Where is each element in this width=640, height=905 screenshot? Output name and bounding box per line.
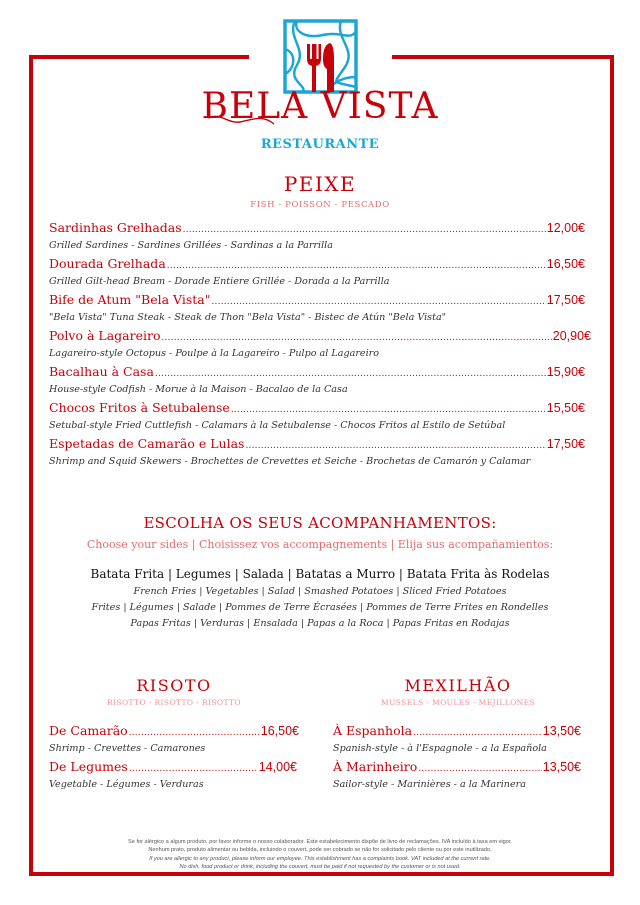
- footer-pt-line1: Se for alérgico a algum produto, por favor informe o nosso colaborador. Este estabelecimento dispõe de livro de reclamações. IVA incluído à taxa em vigor.: [128, 839, 512, 845]
- fish-section-subtitle: FISH - POISSON - PESCADO: [250, 200, 390, 210]
- fork-knife-icon: [283, 19, 358, 94]
- item-name: Espetadas de Camarão e Lulas: [49, 436, 245, 451]
- brand-subtitle: RESTAURANTE: [260, 137, 380, 152]
- fish-section-title: PEIXE: [283, 172, 357, 196]
- item-price: 13,50€: [542, 724, 581, 738]
- menu-item: [49, 759, 297, 774]
- item-price: 17,50€: [546, 293, 585, 307]
- item-price: 15,90€: [546, 365, 585, 379]
- footer-en-line2: No dish, food product or drink, including the couvert, must be paid if not requested by the customer or is not used.: [179, 864, 461, 870]
- sides-list: Batata Frita | Legumes | Salada | Batatas a Murro | Batata Frita às Rodelas: [90, 567, 550, 581]
- item-description: Lagareiro-style Octopus - Poulpe à la Lagareiro - Pulpo al Lagareiro: [49, 348, 380, 359]
- item-description: Vegetable - Légumes - Verduras: [49, 779, 204, 790]
- item-price: 20,90€: [552, 329, 591, 343]
- frame-top-left: [29, 55, 249, 59]
- menu-item: [333, 759, 581, 774]
- item-name: De Camarão: [49, 723, 128, 738]
- item-name: Chocos Fritos à Setubalense: [49, 400, 230, 415]
- item-description: "Bela Vista" Tuna Steak - Steak de Thon "Bela Vista" - Bistec de Atún "Bela Vista": [49, 312, 447, 323]
- footer-pt-line2: Nenhum prato, produto alimentar ou bebida, incluindo o couvert, pode ser cobrado se não for solicitado pelo cliente ou por este inutilizado,: [148, 847, 492, 853]
- menu-item: [333, 723, 581, 738]
- risotto-subtitle: RISOTTO - RISOTTO - RISOTTO: [107, 698, 241, 707]
- item-name: Sardinhas Grelhadas: [49, 220, 182, 235]
- item-price: 13,50€: [542, 760, 581, 774]
- menu-item: [49, 723, 299, 738]
- item-price: 15,50€: [546, 401, 585, 415]
- sides-title: ESCOLHA OS SEUS ACOMPANHAMENTOS:: [143, 514, 497, 532]
- item-price: 12,00€: [546, 221, 585, 235]
- item-price: 17,50€: [546, 437, 585, 451]
- brand-title: BELA VISTA: [201, 86, 439, 127]
- item-name: Bife de Atum "Bela Vista": [49, 292, 211, 307]
- menu-item: [49, 436, 585, 451]
- risotto-title: RISOTO: [136, 676, 212, 695]
- mussels-subtitle: MUSSELS - MOULES - MEJILLONES: [380, 698, 536, 707]
- swash-ornament: [206, 110, 276, 128]
- item-name: Dourada Grelhada: [49, 256, 166, 271]
- sides-french: Frites | Légumes | Salade | Pommes de Terre Écrasées | Pommes de Terre Frites en Rondelles: [91, 602, 549, 613]
- item-price: 16,50€: [546, 257, 585, 271]
- item-description: Sailor-style - Marinières - a la Marinera: [333, 779, 526, 790]
- frame-bottom: [29, 872, 614, 876]
- menu-item: [49, 328, 591, 343]
- item-description: Spanish-style - à l'Espagnole - a la Española: [333, 743, 547, 754]
- item-description: Grilled Gilt-head Bream - Dorade Entiere Grillée - Dorada a la Parrilla: [49, 276, 390, 287]
- menu-item: [49, 400, 585, 415]
- menu-item: [49, 220, 585, 235]
- sides-subtitle: Choose your sides | Choisissez vos accompagnements | Elija sus acompañamientos:: [86, 538, 554, 551]
- item-description: Setubal-style Fried Cuttlefish - Calamars à la Setubalense - Chocos Fritos al Estilo de Setúbal: [49, 420, 506, 431]
- item-name: De Legumes: [49, 759, 128, 774]
- sides-spanish: Papas Fritas | Verduras | Ensalada | Papas a la Roca | Papas Fritas en Rodajas: [130, 618, 510, 629]
- item-name: Bacalhau à Casa: [49, 364, 154, 379]
- mussels-title: MEXILHÃO: [404, 676, 512, 695]
- item-name: À Espanhola: [333, 723, 413, 738]
- frame-top-right: [392, 55, 614, 59]
- item-description: Shrimp and Squid Skewers - Brochettes de Crevettes et Seiche - Brochetas de Camarón y Calamar: [49, 456, 531, 467]
- menu-item: [49, 364, 585, 379]
- item-price: 14,00€: [258, 760, 297, 774]
- sides-english: French Fries | Vegetables | Salad | Smashed Potatoes | Sliced Fried Potatoes: [133, 586, 507, 597]
- item-price: 16,50€: [260, 724, 299, 738]
- item-description: House-style Codfish - Morue à la Maison - Bacalao de la Casa: [49, 384, 348, 395]
- item-description: Shrimp - Crevettes - Camarones: [49, 743, 206, 754]
- item-name: À Marinheiro: [333, 759, 418, 774]
- footer-en-line1: If you are allergic to any product, please inform our employee. This establishment has a complaints book. VAT included at the current rate.: [149, 856, 491, 862]
- menu-item: [49, 256, 585, 271]
- menu-item: [49, 292, 585, 307]
- item-description: Grilled Sardines - Sardines Grillées - Sardinas a la Parrilla: [49, 240, 333, 251]
- item-name: Polvo à Lagareiro: [49, 328, 161, 343]
